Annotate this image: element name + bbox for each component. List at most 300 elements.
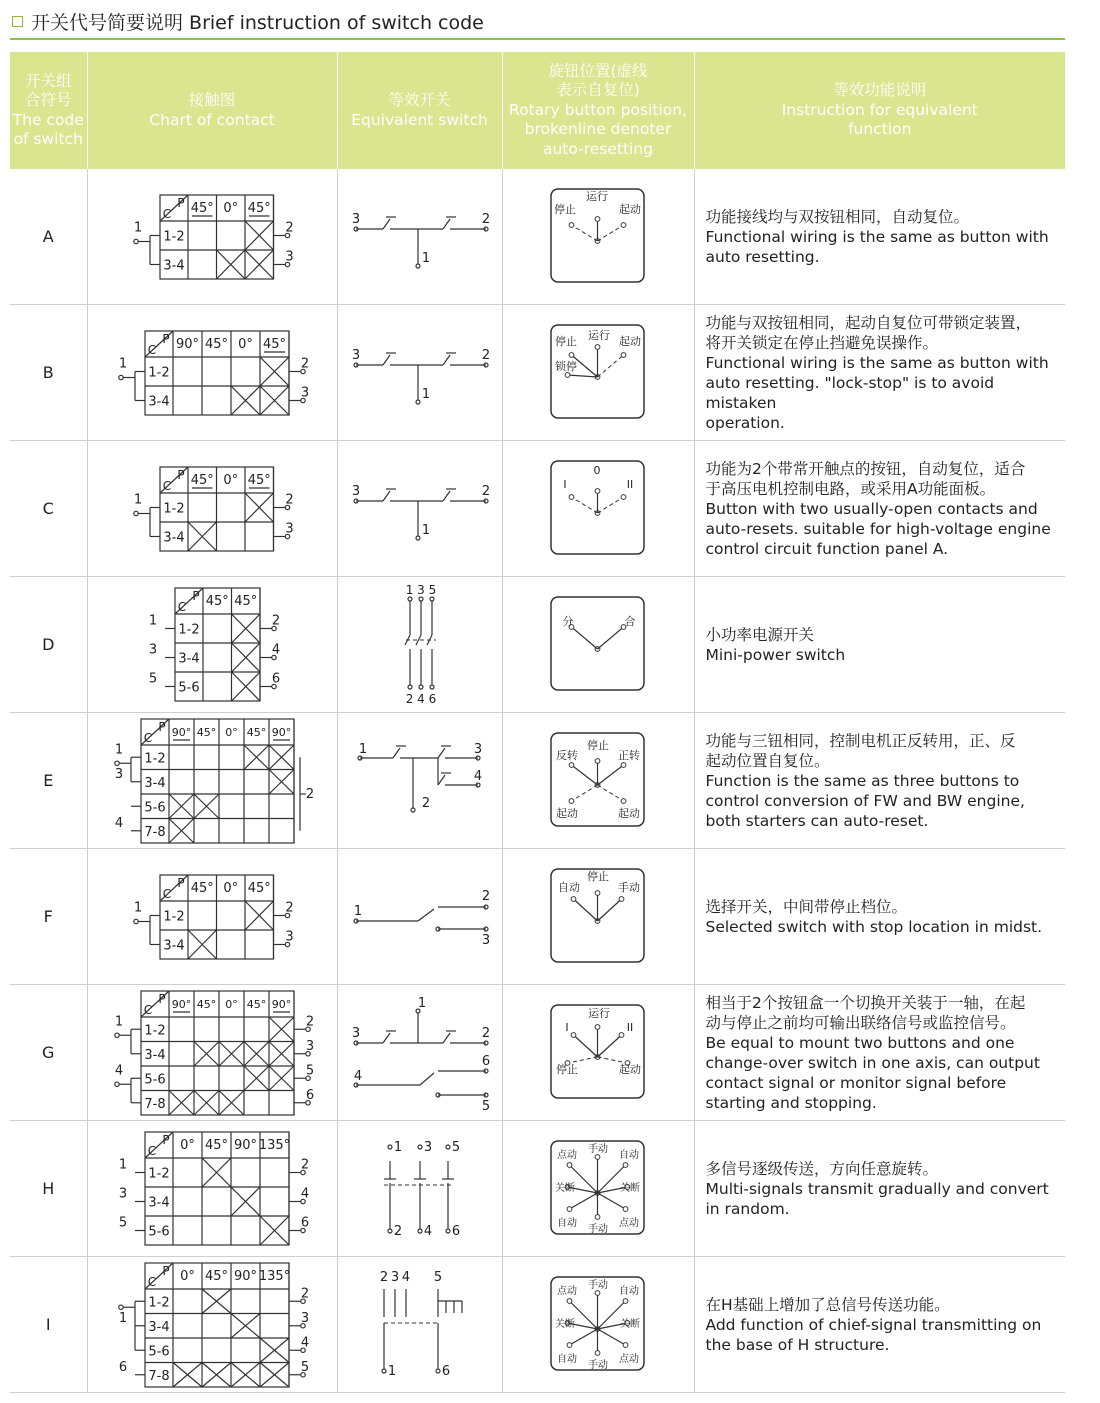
contact-chart	[133, 467, 293, 551]
description-line: 相当于2个按钮盒一个切换开关装于一轴，在起	[705, 993, 1026, 1012]
position-label: 关断	[554, 1319, 575, 1330]
terminal-label: 3	[114, 766, 123, 782]
terminal-label: 2	[421, 796, 430, 811]
function-description	[694, 305, 1065, 441]
position-label: 点动	[618, 1354, 639, 1365]
terminal-label: 1	[421, 251, 430, 266]
terminal-dot	[419, 597, 423, 601]
function-description	[694, 1121, 1065, 1257]
contact-pair-label: 5-6	[177, 680, 200, 696]
corner-c-label: C	[147, 1144, 156, 1158]
table-row	[10, 441, 1065, 577]
contact-blade	[443, 355, 450, 365]
equivalent-switch-cell-svg	[338, 985, 503, 1120]
position-label: 起动	[617, 807, 640, 820]
angle-header: 45°	[247, 473, 271, 488]
terminal-label: 3	[351, 484, 360, 499]
equivalent-switch-cell-svg	[338, 1257, 503, 1392]
contact-pair-label: 3-4	[143, 1047, 166, 1063]
position-dot	[595, 345, 600, 350]
equivalent-switch-cell-svg	[338, 1121, 503, 1256]
position-label: II	[626, 1021, 633, 1034]
position-dot	[621, 223, 626, 228]
header-desc: 等效功能说明 Instruction for equivalent function	[694, 52, 1065, 169]
position-dot	[569, 763, 574, 768]
terminal-label: 3	[351, 1026, 360, 1041]
contact-blade	[383, 355, 390, 365]
contact-chart-cell-svg	[88, 985, 338, 1120]
terminal-label: 1	[387, 1364, 396, 1379]
reset-spoke	[597, 225, 623, 241]
contact-blade	[443, 491, 450, 501]
knob-diagram	[551, 1277, 644, 1371]
corner-c-label: C	[162, 207, 171, 221]
terminal-label: 1	[417, 996, 426, 1011]
knob-spoke	[597, 1035, 621, 1057]
angle-header: 45°	[247, 881, 271, 896]
equivalent-switch	[384, 1140, 460, 1239]
terminal-label: 2	[481, 484, 490, 499]
contact-chart-cell	[87, 1257, 337, 1393]
contact-chart-cell	[87, 1121, 337, 1257]
function-description	[694, 169, 1065, 305]
knob-spoke	[571, 765, 597, 785]
knob-spoke	[567, 375, 597, 377]
equivalent-switch-cell-svg	[338, 441, 503, 576]
contact-pair-label: 5-6	[147, 1224, 170, 1240]
terminal-dot	[114, 761, 118, 765]
description-line: both starters can auto-reset.	[705, 811, 929, 830]
position-label: 起动	[618, 1063, 641, 1076]
position-label: 点动	[618, 1218, 639, 1229]
position-label: 起动	[618, 203, 641, 216]
angle-header: 45°	[196, 726, 216, 739]
position-label: 起动	[618, 335, 641, 348]
contact-chart-cell	[87, 441, 337, 577]
header-code: 开关组 合符号 The code of switch	[10, 52, 87, 169]
description-line: Function is the same as three buttons to	[705, 771, 1020, 790]
knob-position-cell-svg	[503, 1121, 695, 1256]
angle-header: 45°	[190, 473, 214, 488]
angle-header: 90°	[171, 726, 191, 739]
description-line: Be equal to mount two buttons and one	[705, 1033, 1015, 1052]
position-label: 自动	[556, 1218, 577, 1229]
terminal-label: 2	[271, 613, 280, 629]
contact-pair-label: 1-2	[147, 365, 170, 381]
table-row	[10, 1257, 1065, 1393]
terminal-label: 2	[481, 348, 490, 363]
terminal-dot	[388, 1145, 392, 1149]
position-dot	[623, 1163, 628, 1168]
terminal-label: 6	[481, 1054, 490, 1069]
terminal-label: 2	[284, 492, 294, 508]
description-line: 功能与三钮相同，控制电机正反转用，正、反	[705, 731, 1016, 750]
reset-spoke	[571, 497, 597, 513]
knob-position-cell	[502, 169, 694, 305]
equivalent-switch-cell-svg	[338, 849, 503, 984]
knob-position-cell	[502, 1257, 694, 1393]
terminal-dot	[418, 1229, 422, 1233]
position-dot	[571, 897, 576, 902]
terminal-label: 2	[300, 1286, 309, 1302]
reset-spoke	[597, 497, 623, 513]
equivalent-switch-cell-svg	[338, 577, 503, 712]
terminal-dot	[133, 919, 137, 923]
terminal-label: 3	[284, 249, 294, 265]
contact-blade	[383, 219, 390, 229]
description-line: 选择开关，中间带停止档位。	[705, 897, 908, 916]
switch-code: A	[10, 169, 87, 305]
terminal-label: 6	[305, 1087, 314, 1103]
contact-blade	[443, 1033, 450, 1043]
position-label: 关断	[619, 1319, 640, 1330]
contact-chart-cell-svg	[88, 305, 338, 440]
contact-chart-cell-svg	[88, 577, 338, 712]
angle-header: 90°	[171, 998, 191, 1011]
switch-code: G	[10, 985, 87, 1121]
angle-header: 45°	[247, 201, 271, 216]
terminal-label: 2	[300, 1157, 309, 1173]
function-description	[694, 441, 1065, 577]
position-dot	[621, 763, 626, 768]
position-label: 自动	[618, 1286, 639, 1297]
position-label: 起动	[555, 807, 578, 820]
equivalent-switch	[351, 996, 489, 1114]
description-line: 在H基础上增加了总信号传送功能。	[705, 1295, 950, 1314]
knob-position-cell	[502, 441, 694, 577]
terminal-label: 1	[358, 742, 367, 757]
knob-spoke	[573, 899, 597, 921]
corner-c-label: C	[177, 600, 186, 614]
angle-header: 45°	[204, 1269, 228, 1284]
terminal-label: 2	[379, 1270, 388, 1285]
switch-code: C	[10, 441, 87, 577]
terminal-label: 1	[421, 523, 430, 538]
terminal-label: 4	[114, 815, 123, 831]
angle-header: 0°	[222, 201, 238, 216]
angle-header: 0°	[224, 726, 238, 739]
function-description	[694, 713, 1065, 849]
knob-spoke	[597, 1329, 625, 1345]
reset-spoke	[597, 785, 623, 801]
angle-header: 45°	[190, 881, 214, 896]
contact-chart-cell-svg	[88, 1121, 338, 1256]
terminal-label: 2	[393, 1224, 402, 1239]
contact-blade	[383, 1033, 390, 1043]
terminal-label: 5	[148, 671, 157, 687]
knob-position-cell-svg	[503, 1257, 695, 1392]
contact-pair-label: 1-2	[162, 909, 185, 925]
contact-pair-label: 3-4	[162, 530, 185, 546]
table-row	[10, 1121, 1065, 1257]
terminal-label: 3	[423, 1140, 432, 1155]
contact-chart-cell-svg	[88, 169, 338, 304]
angle-header: 45°	[205, 594, 229, 609]
contact-pair-label: 5-6	[143, 800, 166, 816]
contact-chart	[133, 195, 293, 279]
terminal-label: 1	[133, 220, 142, 236]
knob-diagram	[551, 1005, 644, 1098]
terminal-label: 3	[284, 929, 294, 945]
equivalent-switch-cell-svg	[338, 713, 503, 848]
corner-p-label: P	[176, 468, 185, 482]
terminal-label: 2	[481, 212, 490, 227]
terminal-dot	[416, 400, 420, 404]
function-description	[694, 577, 1065, 713]
switch-code: H	[10, 1121, 87, 1257]
position-label: 手动	[617, 881, 640, 894]
position-dot	[567, 1207, 572, 1212]
knob-position-cell	[502, 849, 694, 985]
position-dot	[621, 799, 626, 804]
position-label: I	[562, 478, 567, 491]
table-row	[10, 305, 1065, 441]
switch-code: I	[10, 1257, 87, 1393]
contact-blade	[438, 775, 445, 785]
contact-pair-label: 3-4	[143, 775, 166, 791]
terminal-label: 3	[351, 212, 360, 227]
position-dot	[595, 1291, 600, 1296]
angle-header: 90°	[233, 1269, 257, 1284]
knob-diagram	[551, 1141, 644, 1235]
description-line: in random.	[705, 1199, 790, 1218]
switch-code-table	[10, 52, 1065, 1393]
position-label: 停止	[586, 870, 609, 883]
position-label: 关断	[554, 1183, 575, 1194]
knob-spoke	[597, 627, 623, 649]
knob-position-cell-svg	[503, 305, 695, 440]
description-line: 动与停止之前均可输出联络信号或监控信号。	[705, 1013, 1016, 1032]
knob-diagram	[551, 325, 644, 418]
terminal-dot	[446, 1145, 450, 1149]
switch-code: E	[10, 713, 87, 849]
table-row	[10, 169, 1065, 305]
table-body	[10, 169, 1065, 1393]
contact-pair-label: 1-2	[147, 1295, 170, 1311]
position-dot	[569, 799, 574, 804]
contact-pair-label: 3-4	[177, 651, 200, 667]
corner-c-label: C	[147, 1275, 156, 1289]
contact-blade	[393, 748, 400, 758]
position-dot	[571, 1033, 576, 1038]
corner-p-label: P	[176, 196, 185, 210]
position-dot	[623, 1343, 628, 1348]
contact-pair-label: 3-4	[162, 938, 185, 954]
angle-header: 135°	[258, 1269, 290, 1284]
terminal-label: 4	[473, 769, 482, 784]
terminal-label: 4	[423, 1224, 432, 1239]
description-line: auto resetting.	[705, 247, 820, 266]
description-line: 功能与双按钮相同，起动自复位可带锁定装置，	[705, 313, 1032, 332]
contact-chart-cell	[87, 985, 337, 1121]
position-label: 正转	[617, 749, 640, 762]
page-title: 开关代号简要说明 Brief instruction of switch code	[31, 11, 484, 34]
position-dot	[619, 1033, 624, 1038]
switch-code: F	[10, 849, 87, 985]
knob-diagram	[551, 461, 644, 554]
corner-p-label: P	[191, 589, 200, 603]
position-label: 点动	[556, 1286, 577, 1297]
terminal-label: 2	[481, 889, 490, 904]
terminal-label: 3	[351, 348, 360, 363]
position-dot	[595, 759, 600, 764]
knob-diagram	[551, 597, 644, 690]
terminal-dot	[446, 1229, 450, 1233]
terminal-dot	[416, 536, 420, 540]
description-line: operation.	[705, 413, 785, 432]
terminal-label: 1	[421, 387, 430, 402]
contact-chart-cell-svg	[88, 849, 338, 984]
contact-chart-cell-svg	[88, 441, 338, 576]
equivalent-switch	[351, 484, 489, 540]
description-line: contact signal or monitor signal before	[705, 1073, 1007, 1092]
position-label: 分	[562, 615, 573, 628]
equivalent-switch-cell	[337, 849, 502, 985]
terminal-label: 2	[305, 787, 314, 802]
header-chart: 接触图 Chart of contact	[87, 52, 337, 169]
position-dot	[567, 1343, 572, 1348]
position-label: 自动	[557, 881, 580, 894]
terminal-label: 1	[148, 613, 157, 629]
position-label: 停止	[586, 739, 609, 752]
description-line: 起动位置自复位。	[705, 751, 830, 770]
terminal-label: 5	[451, 1140, 460, 1155]
angle-header: 90°	[271, 998, 291, 1011]
terminal-label: 1	[114, 1014, 123, 1030]
position-dot	[623, 1299, 628, 1304]
knob-position-cell-svg	[503, 985, 695, 1120]
terminal-label: 5	[481, 1099, 490, 1114]
position-label: II	[626, 478, 633, 491]
terminal-label: 3	[305, 1038, 314, 1054]
terminal-label: 4	[353, 1069, 362, 1084]
contact-blade	[443, 219, 450, 229]
description-line: 多信号逐级传送，方向任意旋转。	[705, 1159, 939, 1178]
corner-p-label: P	[157, 992, 166, 1006]
table-row	[10, 577, 1065, 713]
equivalent-switch	[351, 212, 489, 268]
corner-c-label: C	[143, 731, 152, 745]
terminal-label: 5	[433, 1270, 442, 1285]
contact-chart-cell	[87, 305, 337, 441]
angle-header: 45°	[196, 998, 216, 1011]
equivalent-switch-cell	[337, 1121, 502, 1257]
contact-chart-cell-svg	[88, 713, 338, 848]
position-label: 自动	[556, 1354, 577, 1365]
knob-position-cell	[502, 713, 694, 849]
position-dot	[569, 353, 574, 358]
equivalent-switch	[405, 583, 436, 706]
terminal-label: 3	[148, 642, 157, 658]
selector-blade	[418, 909, 434, 921]
position-dot	[569, 223, 574, 228]
position-label: 0	[593, 464, 600, 477]
knob-spoke	[573, 1035, 597, 1057]
reset-spoke	[571, 785, 597, 801]
description-line: 功能为2个带常开触点的按钮，自动复位，适合	[705, 459, 1026, 478]
terminal-dot	[408, 597, 412, 601]
corner-p-label: P	[161, 1133, 170, 1147]
description-line: 将开关锁定在停止挡避免误操作。	[705, 333, 939, 352]
table-row	[10, 713, 1065, 849]
corner-c-label: C	[143, 1003, 152, 1017]
terminal-dot	[382, 1369, 386, 1373]
terminal-label: 3	[118, 1186, 127, 1202]
terminal-label: 4	[401, 1270, 410, 1285]
terminal-label: 3	[481, 933, 490, 948]
description-line: control circuit function panel A.	[705, 539, 949, 558]
terminal-label: 4	[300, 1335, 309, 1351]
terminal-dot	[118, 375, 122, 379]
page-title-bar	[12, 7, 484, 35]
equivalent-switch-cell	[337, 577, 502, 713]
position-label: 手动	[587, 1280, 608, 1291]
description-line: Functional wiring is the same as button with	[705, 227, 1049, 246]
position-label: 手动	[587, 1224, 608, 1235]
angle-header: 90°	[233, 1138, 257, 1153]
angle-header: 0°	[222, 881, 238, 896]
equivalent-switch-cell	[337, 169, 502, 305]
position-dot	[619, 897, 624, 902]
equivalent-switch-cell	[337, 713, 502, 849]
knob-diagram	[551, 189, 644, 282]
position-label: 停止	[553, 203, 576, 216]
corner-p-label: P	[176, 876, 185, 890]
switch-code: B	[10, 305, 87, 441]
contact-blade	[438, 748, 445, 758]
knob-spoke	[597, 1193, 625, 1209]
contact-pair-label: 3-4	[147, 1195, 170, 1211]
contact-chart	[118, 1263, 308, 1387]
angle-header: 45°	[262, 337, 286, 352]
knob-position-cell-svg	[503, 169, 695, 304]
description-line: Button with two usually-open contacts and	[705, 499, 1038, 518]
contact-pair-label: 1-2	[143, 1023, 166, 1039]
knob-position-cell-svg	[503, 441, 695, 576]
description-line: Mini-power switch	[705, 645, 846, 664]
terminal-label: 1	[393, 1140, 402, 1155]
position-label: 运行	[587, 1007, 610, 1020]
angle-header: 45°	[190, 201, 214, 216]
terminal-label: 1	[133, 492, 142, 508]
position-label: 锁停	[554, 360, 577, 373]
knob-position-cell	[502, 305, 694, 441]
contact-pair-label: 1-2	[143, 751, 166, 767]
terminal-label: 6	[118, 1359, 127, 1375]
terminal-label: 4	[271, 642, 280, 658]
position-label: 点动	[556, 1150, 577, 1161]
terminal-dot	[419, 685, 423, 689]
corner-p-label: P	[161, 1264, 170, 1278]
position-dot	[595, 217, 600, 222]
knob-spoke	[597, 899, 621, 921]
switch-code: D	[10, 577, 87, 713]
angle-header: 90°	[175, 337, 199, 352]
angle-header: 0°	[224, 998, 238, 1011]
corner-c-label: C	[162, 887, 171, 901]
terminal-label: 3	[300, 385, 309, 401]
knob-diagram	[551, 869, 644, 962]
table-row	[10, 985, 1065, 1121]
contact-pair-label: 1-2	[177, 622, 200, 638]
contact-pair-label: 7-8	[143, 824, 166, 840]
position-dot	[595, 891, 600, 896]
description-line: auto resetting. "lock-stop" is to avoid mistaken	[705, 373, 995, 412]
position-dot	[595, 1215, 600, 1220]
position-label: 合	[624, 615, 635, 628]
description-line: Add function of chief-signal transmitting on	[705, 1315, 1042, 1334]
angle-header: 0°	[179, 1138, 195, 1153]
